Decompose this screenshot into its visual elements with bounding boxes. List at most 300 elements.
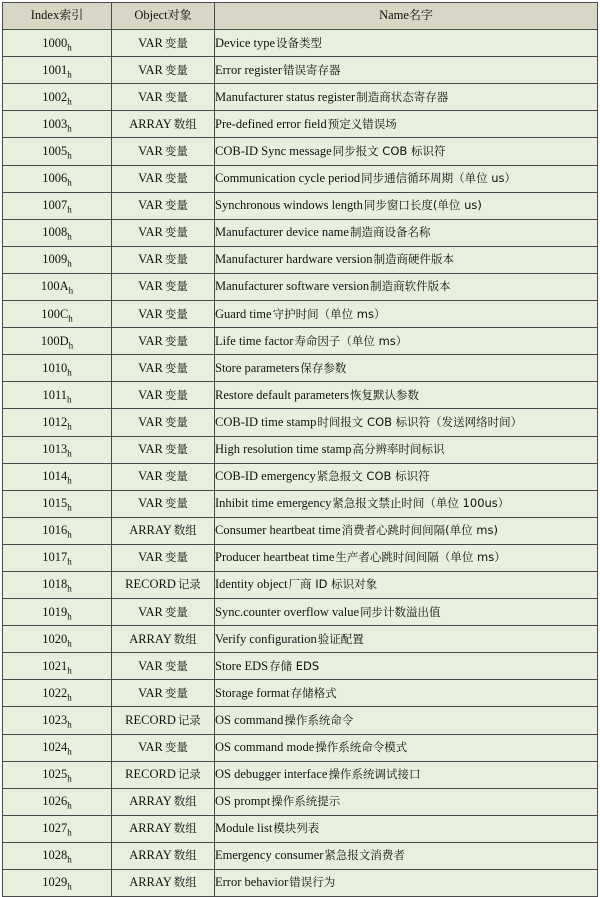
cell-index [3,761,112,788]
cell-index [3,544,112,571]
object-dictionary-table-wrapper [2,2,598,897]
cell-index [3,355,112,382]
cell-object [112,192,215,219]
cell-name [215,301,598,328]
cell-object [112,680,215,707]
cell-object [112,382,215,409]
column-header-object [112,3,215,30]
name-en: Restore default parameters [215,387,349,402]
object-type-cn: 变量 [164,685,188,700]
name-cn: 紧急报文消费者 [324,848,405,863]
cell-object [112,842,215,869]
name-cn: 时间报文 COB 标识符（发送网络时间） [317,414,523,429]
object-type-cn: 变量 [164,333,188,348]
cell-object [112,436,215,463]
object-type-cn: 数组 [173,821,197,836]
table-row [3,57,598,84]
object-type-cn: 数组 [173,523,197,538]
cell-object [112,111,215,138]
name-cn: 同步报文 COB 标识符 [332,143,446,158]
column-header-name-cn: 名字 [408,8,433,23]
cell-name [215,246,598,273]
index-subscript: h [67,96,72,107]
index-value: 1020 [42,631,68,646]
name-en: Emergency consumer [215,848,324,863]
object-dictionary-table [2,2,598,897]
cell-name [215,165,598,192]
cell-index [3,382,112,409]
index-value: 1009 [42,252,68,267]
name-cn: 错误行为 [289,875,336,890]
table-row [3,301,598,328]
name-en: OS debugger interface [215,767,328,782]
index-subscript: h [67,583,72,594]
name-en: Communication cycle period [215,171,361,186]
name-cn: 操作系统命令 [284,712,354,727]
cell-index [3,246,112,273]
cell-index [3,788,112,815]
object-type-cn: 记录 [177,577,201,592]
name-en: Guard time [215,306,272,321]
index-subscript: h [67,529,72,540]
cell-name [215,788,598,815]
index-value: 1028 [42,848,68,863]
table-row [3,707,598,734]
cell-object [112,30,215,57]
cell-name [215,57,598,84]
name-cn: 恢复默认参数 [349,387,419,402]
object-type-en: VAR [138,496,163,511]
object-type-en: ARRAY [129,875,172,890]
cell-object [112,463,215,490]
index-value: 1014 [42,469,68,484]
object-type-en: VAR [138,35,163,50]
index-value: 1005 [42,143,68,158]
table-row [3,626,598,653]
name-en: OS prompt [215,794,271,809]
object-type-cn: 变量 [164,469,188,484]
table-row [3,192,598,219]
cell-name [215,626,598,653]
cell-object [112,409,215,436]
object-type-cn: 变量 [164,740,188,755]
index-subscript: h [67,367,72,378]
index-subscript: h [67,665,72,676]
index-subscript: h [67,773,72,784]
cell-object [112,707,215,734]
object-type-en: ARRAY [129,848,172,863]
cell-name [215,707,598,734]
cell-name [215,517,598,544]
index-value: 1007 [42,198,68,213]
name-en: COB-ID time stamp [215,414,317,429]
object-type-cn: 变量 [164,306,188,321]
object-type-en: ARRAY [129,821,172,836]
index-subscript: h [67,800,72,811]
object-type-en: ARRAY [129,523,172,538]
table-row [3,517,598,544]
name-en: Manufacturer device name [215,225,349,240]
object-type-cn: 变量 [164,143,188,158]
object-type-cn: 数组 [173,116,197,131]
name-en: OS command [215,712,284,727]
name-en: Producer heartbeat time [215,550,335,565]
object-type-en: VAR [138,89,163,104]
cell-object [112,165,215,192]
cell-index [3,57,112,84]
name-cn: 操作系统命令模式 [315,740,408,755]
cell-object [112,761,215,788]
cell-object [112,544,215,571]
index-subscript: h [67,854,72,865]
name-cn: 验证配置 [317,631,364,646]
name-en: Pre-defined error field [215,116,327,131]
cell-index [3,165,112,192]
index-value: 1001 [42,62,68,77]
cell-index [3,436,112,463]
cell-name [215,111,598,138]
cell-index [3,517,112,544]
index-subscript: h [67,556,72,567]
column-header-object-en: Object [134,8,168,23]
object-type-cn: 数组 [173,794,197,809]
name-cn: 高分辨率时间标识 [352,441,445,456]
name-en: Error register [215,62,282,77]
cell-name [215,680,598,707]
cell-name [215,544,598,571]
object-type-cn: 变量 [164,279,188,294]
table-row [3,328,598,355]
index-subscript: h [67,475,72,486]
index-value: 1012 [42,414,68,429]
cell-name [215,192,598,219]
name-cn: 制造商软件版本 [370,279,451,294]
cell-name [215,219,598,246]
name-en: Consumer heartbeat time [215,523,341,538]
object-type-en: VAR [138,740,163,755]
name-en: Module list [215,821,273,836]
cell-index [3,219,112,246]
object-type-cn: 变量 [164,360,188,375]
cell-object [112,490,215,517]
cell-name [215,761,598,788]
cell-index [3,870,112,897]
object-type-cn: 变量 [164,35,188,50]
table-row [3,653,598,680]
column-header-name-en: Name [379,8,409,23]
name-en: Verify configuration [215,631,317,646]
name-en: Storage format [215,685,290,700]
name-cn: 操作系统调试接口 [328,767,421,782]
table-row [3,680,598,707]
object-type-en: RECORD [125,767,176,782]
table-row [3,842,598,869]
object-type-en: ARRAY [129,116,172,131]
cell-name [215,815,598,842]
cell-object [112,219,215,246]
object-type-en: ARRAY [129,794,172,809]
name-en: Device type [215,35,276,50]
object-type-en: VAR [138,171,163,186]
cell-index [3,680,112,707]
cell-object [112,246,215,273]
table-row [3,409,598,436]
name-cn: 设备类型 [276,35,323,50]
cell-index [3,111,112,138]
cell-object [112,57,215,84]
cell-object [112,273,215,300]
object-type-en: VAR [138,198,163,213]
cell-object [112,599,215,626]
name-en: Manufacturer status register [215,89,356,104]
column-header-index [3,3,112,30]
index-value: 1016 [42,523,68,538]
cell-name [215,870,598,897]
object-type-en: VAR [138,604,163,619]
table-row [3,870,598,897]
name-cn: 预定义错误场 [327,116,397,131]
object-type-cn: 变量 [164,89,188,104]
cell-name [215,734,598,761]
table-row [3,815,598,842]
object-type-en: VAR [138,387,163,402]
cell-index [3,571,112,598]
cell-index [3,815,112,842]
object-type-cn: 数组 [173,848,197,863]
name-cn: 模块列表 [273,821,320,836]
cell-index [3,707,112,734]
table-row [3,761,598,788]
index-subscript: h [67,204,72,215]
index-subscript: h [67,719,72,730]
index-value: 100A [40,279,69,294]
table-row [3,355,598,382]
object-type-en: VAR [138,658,163,673]
object-type-cn: 变量 [164,604,188,619]
table-row [3,788,598,815]
object-type-en: VAR [138,306,163,321]
cell-object [112,138,215,165]
table-row [3,544,598,571]
cell-name [215,599,598,626]
index-subscript: h [67,448,72,459]
table-header [3,3,598,30]
object-type-cn: 变量 [164,658,188,673]
table-row [3,84,598,111]
index-value: 1018 [42,577,68,592]
index-subscript: h [67,881,72,892]
name-cn: 守护时间（单位 ms） [272,306,386,321]
index-value: 1006 [42,171,68,186]
cell-object [112,626,215,653]
name-en: Store parameters [215,360,300,375]
index-value: 1019 [42,604,68,619]
table-row [3,490,598,517]
cell-name [215,30,598,57]
table-row [3,571,598,598]
index-subscript: h [68,313,73,324]
index-value: 1010 [42,360,68,375]
cell-object [112,517,215,544]
name-cn: 存储 EDS [269,658,320,673]
object-type-en: VAR [138,333,163,348]
index-value: 1003 [42,116,68,131]
name-cn: 保存参数 [300,360,347,375]
index-subscript: h [67,123,72,134]
name-en: Manufacturer software version [215,279,370,294]
cell-index [3,84,112,111]
name-en: High resolution time stamp [215,441,352,456]
object-type-cn: 变量 [164,252,188,267]
name-en: COB-ID emergency [215,469,316,484]
column-header-object-cn: 对象 [167,8,192,23]
index-subscript: h [67,692,72,703]
name-en: Store EDS [215,658,269,673]
cell-name [215,842,598,869]
cell-name [215,138,598,165]
index-subscript: h [67,42,72,53]
index-value: 1022 [42,685,68,700]
cell-index [3,273,112,300]
index-value: 100D [40,333,69,348]
name-cn: 错误寄存器 [282,62,341,77]
name-en: Synchronous windows length [215,198,363,213]
index-value: 1013 [42,441,68,456]
cell-index [3,301,112,328]
index-value: 1021 [42,658,68,673]
index-value: 1008 [42,225,68,240]
index-subscript: h [68,340,74,351]
name-en: COB-ID Sync message [215,143,332,158]
index-subscript: h [67,611,72,622]
name-cn: 同步通信循环周期（单位 us） [361,171,517,186]
table-body [3,30,598,897]
name-cn: 存储格式 [290,685,337,700]
cell-name [215,328,598,355]
cell-name [215,436,598,463]
cell-index [3,599,112,626]
index-value: 1000 [42,35,68,50]
name-cn: 紧急报文 COB 标识符 [316,469,430,484]
cell-name [215,571,598,598]
cell-name [215,490,598,517]
index-subscript: h [67,258,72,269]
column-header-name [215,3,598,30]
cell-name [215,355,598,382]
cell-object [112,653,215,680]
column-header-index-en: Index [30,8,60,23]
name-cn: 制造商设备名称 [349,225,431,240]
name-cn: 操作系统提示 [271,794,341,809]
index-value: 1027 [42,821,68,836]
object-type-cn: 变量 [164,171,188,186]
cell-object [112,328,215,355]
object-type-en: VAR [138,252,163,267]
index-subscript: h [67,177,72,188]
object-type-en: VAR [138,279,163,294]
cell-object [112,815,215,842]
index-value: 1011 [42,387,68,402]
cell-index [3,463,112,490]
object-type-en: VAR [138,441,163,456]
cell-index [3,409,112,436]
cell-object [112,571,215,598]
table-row [3,165,598,192]
cell-name [215,84,598,111]
table-row [3,111,598,138]
object-type-en: VAR [138,469,163,484]
column-header-index-cn: 索引 [59,8,84,23]
name-en: Manufacturer hardware version [215,252,373,267]
name-en: Error behavior [215,875,289,890]
table-row [3,246,598,273]
table-row [3,382,598,409]
object-type-en: VAR [138,360,163,375]
object-type-cn: 变量 [164,414,188,429]
index-subscript: h [67,394,72,405]
index-value: 1023 [42,712,68,727]
object-type-cn: 变量 [164,441,188,456]
table-row [3,436,598,463]
cell-index [3,192,112,219]
cell-name [215,463,598,490]
table-header-row [3,3,598,30]
cell-name [215,409,598,436]
name-en: Identity object [215,577,288,592]
object-type-cn: 数组 [173,875,197,890]
object-type-cn: 记录 [177,712,201,727]
cell-name [215,653,598,680]
index-subscript: h [67,502,72,513]
index-value: 1024 [42,740,68,755]
name-cn: 厂商 ID 标识对象 [288,577,378,592]
object-type-en: VAR [138,414,163,429]
cell-index [3,626,112,653]
object-type-cn: 记录 [177,767,201,782]
object-type-en: VAR [138,550,163,565]
object-type-cn: 变量 [164,198,188,213]
cell-object [112,734,215,761]
name-en: OS command mode [215,740,315,755]
name-en: Life time factor [215,333,294,348]
cell-index [3,490,112,517]
index-subscript: h [67,69,72,80]
cell-index [3,30,112,57]
object-type-en: ARRAY [129,631,172,646]
index-subscript: h [67,150,72,161]
index-subscript: h [68,285,74,296]
object-type-en: VAR [138,62,163,77]
table-row [3,138,598,165]
index-value: 1002 [42,89,68,104]
object-type-cn: 数组 [173,631,197,646]
cell-index [3,842,112,869]
table-row [3,734,598,761]
index-subscript: h [67,827,72,838]
index-value: 1017 [42,550,68,565]
object-type-cn: 变量 [164,62,188,77]
object-type-en: RECORD [125,712,176,727]
name-cn: 紧急报文禁止时间（单位 100us） [332,496,510,511]
name-cn: 寿命因子（单位 ms） [294,333,408,348]
index-value: 1025 [42,767,68,782]
index-subscript: h [67,638,72,649]
index-value: 1015 [42,496,68,511]
cell-object [112,84,215,111]
cell-index [3,328,112,355]
index-value: 1026 [42,794,68,809]
name-en: Sync.counter overflow value [215,604,360,619]
